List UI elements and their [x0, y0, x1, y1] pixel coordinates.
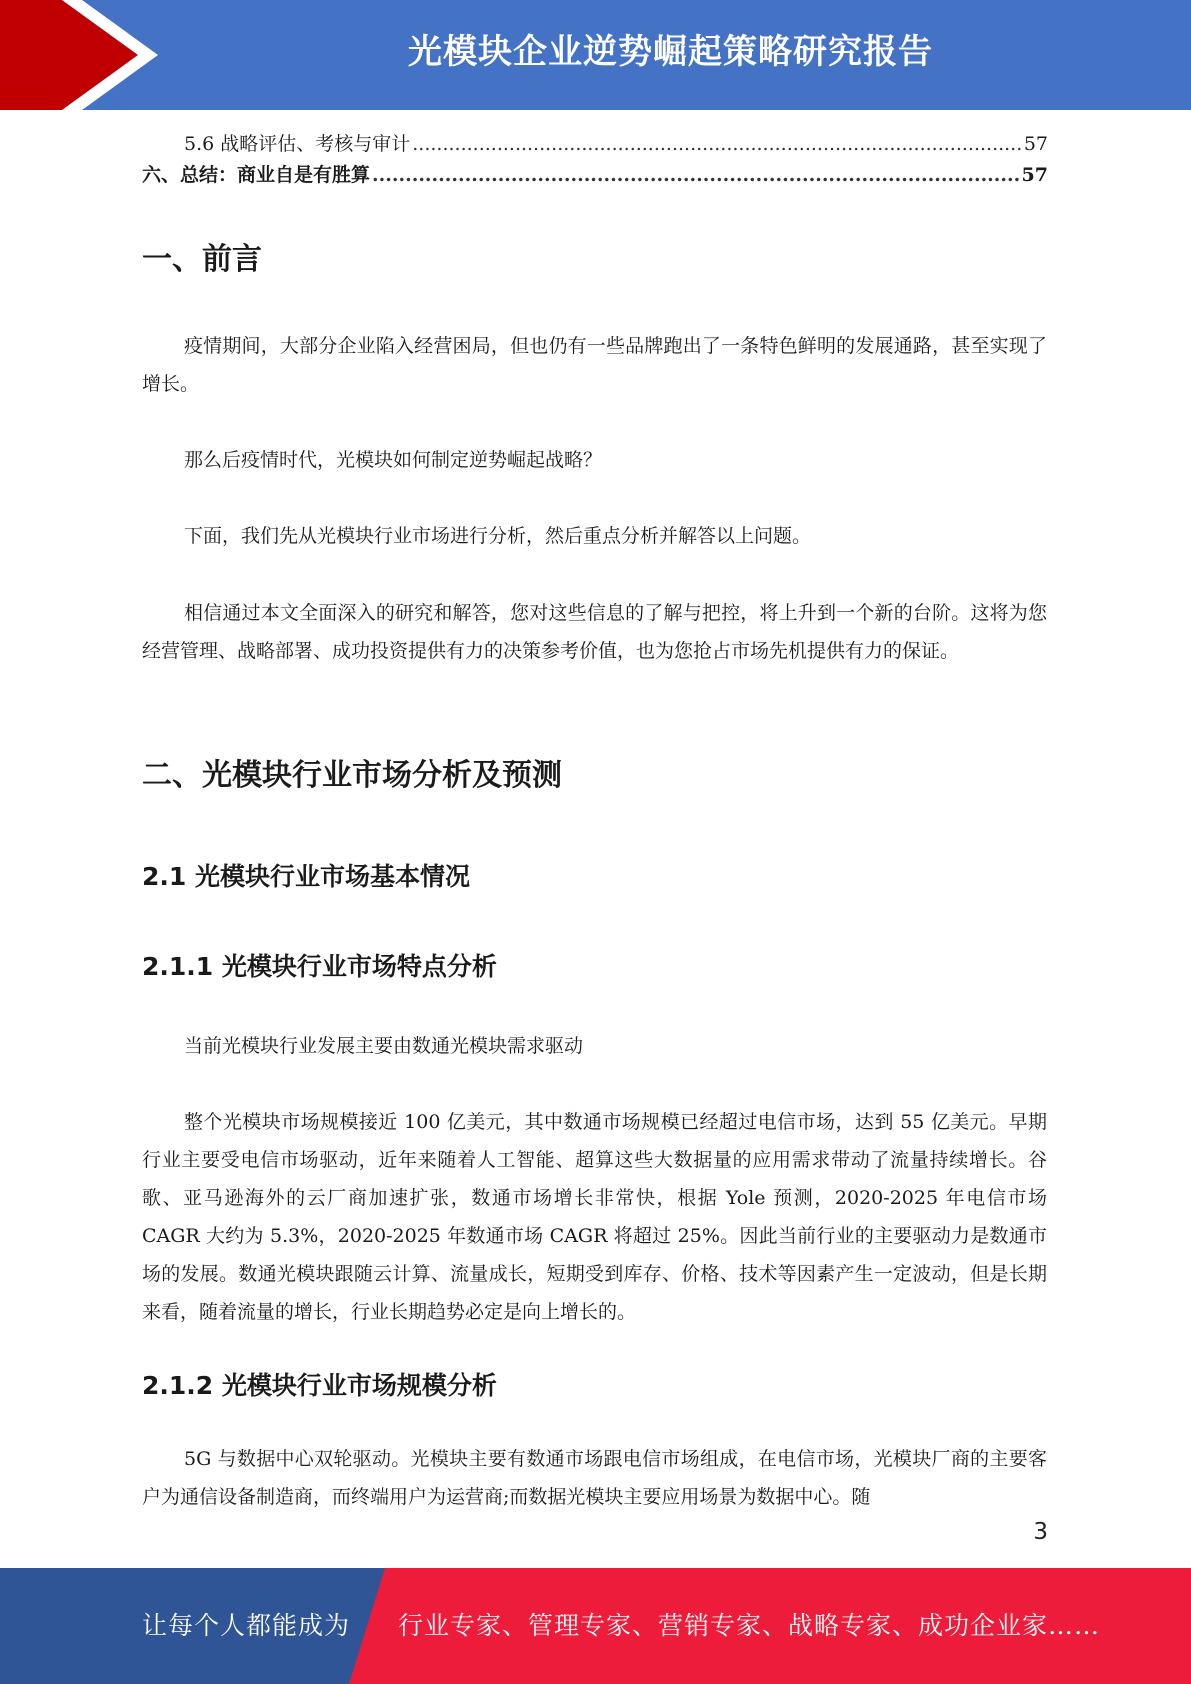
toc-leader-dots: [412, 133, 1022, 155]
subsection-heading: 2.1.2 光模块行业市场规模分析: [142, 1371, 497, 1400]
page-number: 3: [1033, 1519, 1048, 1545]
paragraph: 5G 与数据中心双轮驱动。光模块主要有数通市场跟电信市场组成，在电信市场，光模块厂商的主要客户为通信设备制造商，而终端用户为运营商;而数据光模块主要应用场景为数据中心。随: [142, 1448, 1047, 1508]
toc-entry-page: 57: [1023, 133, 1048, 155]
header-arrow-decoration: [0, 0, 160, 110]
paragraph: 疫情期间，大部分企业陷入经营困局，但也仍有一些品牌跑出了一条特色鲜明的发展通路，甚至实现了增长。: [142, 335, 1047, 395]
paragraph: 那么后疫情时代，光模块如何制定逆势崛起战略？: [184, 449, 603, 471]
section-heading-preface: 一、前言: [142, 242, 262, 277]
toc-entry[interactable]: [142, 129, 1048, 159]
subsection-heading: 2.1 光模块行业市场基本情况: [142, 862, 470, 891]
toc-entry-label: 六、总结：商业自是有胜算: [142, 164, 371, 186]
paragraph: 下面，我们先从光模块行业市场进行分析，然后重点分析并解答以上问题。: [184, 525, 812, 547]
footer-slogan-right: 行业专家、管理专家、营销专家、战略专家、成功企业家……: [398, 1611, 1101, 1640]
subsection-heading: 2.1.1 光模块行业市场特点分析: [142, 952, 497, 981]
section-heading-market: 二、光模块行业市场分析及预测: [142, 758, 562, 793]
toc-entry-page: 57: [1021, 164, 1048, 186]
page-footer: [0, 1568, 1191, 1684]
footer-slogan-left: 让每个人都能成为: [142, 1611, 351, 1640]
toc-leader-dots: [372, 164, 1020, 186]
page-header: [0, 0, 1191, 110]
paragraph: 整个光模块市场规模接近 100 亿美元，其中数通市场规模已经超过电信市场，达到 55 亿美元。早期行业主要受电信市场驱动，近年来随着人工智能、超算这些大数据量的应用需求带动了流量持续增长。谷歌、亚马逊海外的云厂商加速扩张，数通市场增长非常快，根据 Yole 预测，2020-2025 年电信市场 CAGR 大约为 5.3%，2020-2025 年数通市场 CAGR 将超过 25%。因此当前行业的主要驱动力是数通市场的发展。数通光模块跟随云计算、流量成长，短期受到库存、价格、技术等因素产生一定波动，但是长期来看，随着流量的增长，行业长期趋势必定是向上增长的。: [142, 1111, 1047, 1323]
report-title: 光模块企业逆势崛起策略研究报告: [408, 32, 933, 72]
toc-entry[interactable]: [142, 160, 1048, 190]
paragraph: 相信通过本文全面深入的研究和解答，您对这些信息的了解与把控，将上升到一个新的台阶。这将为您经营管理、战略部署、成功投资提供有力的决策参考价值，也为您抢占市场先机提供有力的保证。: [142, 602, 1047, 662]
toc-entry-label: 5.6 战略评估、考核与审计: [184, 133, 411, 155]
paragraph: 当前光模块行业发展主要由数通光模块需求驱动: [184, 1035, 584, 1057]
